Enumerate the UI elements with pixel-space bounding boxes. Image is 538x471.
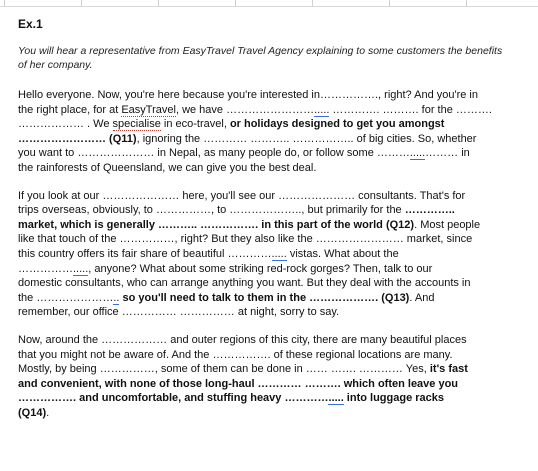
question-marker-q11: …………………… (Q11)	[18, 132, 137, 145]
text-run: .	[46, 406, 50, 419]
text-run: the right place, for at	[18, 103, 122, 116]
text-line: that you might not be aware of. And the ……………. of these regional locations are many.	[18, 348, 453, 361]
text-line: like that touch of the ……………, right? But they also like the …………………… market, since	[18, 233, 473, 246]
underlined-blank: .....	[328, 392, 344, 405]
bold-text: ……………. and uncomfortable, and stuffing heavy …………	[18, 392, 329, 405]
text-line: remember, our office …………… …………… at night, sorry to say.	[18, 306, 340, 319]
text-line	[18, 362, 530, 377]
text-run: vistas. What about the	[286, 247, 399, 260]
question-marker-q14: (Q14)	[18, 406, 47, 419]
text-run: trips overseas, obviously, to ……………, to ……………….., but primarily for the	[18, 204, 405, 217]
text-run: ……… in	[425, 147, 470, 160]
text-run: you want to ………………… in Nepal, as many people do, or follow some ………	[18, 147, 410, 160]
text-run: Hello everyone. Now, you're here because you're interested in	[18, 89, 320, 101]
paragraph-3	[18, 333, 530, 421]
bold-text: it's fast	[429, 363, 468, 376]
top-ruler	[0, 0, 538, 7]
underlined-blank: .....	[314, 103, 330, 116]
paragraph-1	[18, 88, 530, 176]
instructions-line: You will hear a representative from EasyTravel Travel Agency explaining to some customers the benefits	[18, 45, 503, 57]
text-line	[18, 117, 530, 132]
text-run: . Most people	[414, 218, 481, 231]
text-line	[18, 132, 530, 147]
underlined-blank: .....	[73, 262, 89, 275]
bold-text: …………..	[404, 204, 455, 217]
question-marker-q13: so you'll need to talk to them in the ………………. (Q13)	[119, 291, 410, 304]
text-line: and convenient, with none of those long-haul ………… ………. which often leave you	[18, 377, 459, 390]
text-run: , anyone? What about some striking red-rock gorges? Then, talk to our	[88, 262, 433, 275]
instructions-line: of her company.	[18, 59, 93, 71]
spellcheck-word[interactable]: specialise	[112, 118, 161, 131]
text-line	[18, 247, 530, 262]
text-line	[18, 406, 530, 421]
text-run: ……………., right? And you're in	[319, 89, 478, 101]
text-run: ……………… . We	[18, 118, 113, 131]
text-run: ……………	[18, 262, 73, 275]
text-line: domestic consultants, who can arrange anything you want. But they deal with the accounts in	[18, 277, 471, 290]
text-run: the …………………	[18, 291, 114, 304]
text-run: in eco-travel,	[160, 118, 230, 131]
text-line: If you look at our ………………… here, you'll see our ………………… consultants. That's for	[18, 189, 466, 202]
bold-text: or holidays designed to get you amongst	[229, 118, 445, 131]
text-line: the rainforests of Queensland, we can give you the best deal.	[18, 161, 317, 174]
question-marker-q12: market, which is generally ……….. ……………. in this part of the world (Q12)	[18, 218, 415, 231]
text-line: Now, around the ……………… and outer regions of this city, there are many beautiful places	[18, 333, 467, 346]
text-run: Mostly, by being ……………, some of them can be done in …… ……. ………… Yes,	[18, 363, 430, 376]
text-line	[18, 262, 530, 277]
text-line	[18, 146, 530, 161]
text-line	[18, 218, 530, 233]
text-line	[18, 88, 530, 103]
text-run: …………. ………. for the ……….	[329, 103, 492, 116]
instructions	[18, 44, 530, 72]
underlined-blank: .....	[271, 247, 287, 260]
paragraph-2	[18, 189, 530, 320]
text-line	[18, 391, 530, 406]
underlined-blank: .....	[409, 147, 426, 160]
exercise-title: Ex.1	[18, 17, 43, 31]
text-run: this country offers its fair share of beautiful …………	[18, 247, 272, 260]
text-run: , we have ……………………	[175, 103, 315, 116]
text-run: , ignoring the ………… ……….. …………….. of big cities. So, whether	[136, 132, 477, 145]
bold-text: into luggage racks	[343, 392, 444, 405]
text-line	[18, 203, 530, 218]
underlined-blank: ..	[113, 291, 120, 304]
document-page	[18, 16, 530, 420]
text-run: . And	[409, 291, 435, 304]
text-line	[18, 103, 530, 118]
text-line	[18, 291, 530, 306]
spellcheck-word[interactable]: EasyTravel	[121, 103, 176, 116]
